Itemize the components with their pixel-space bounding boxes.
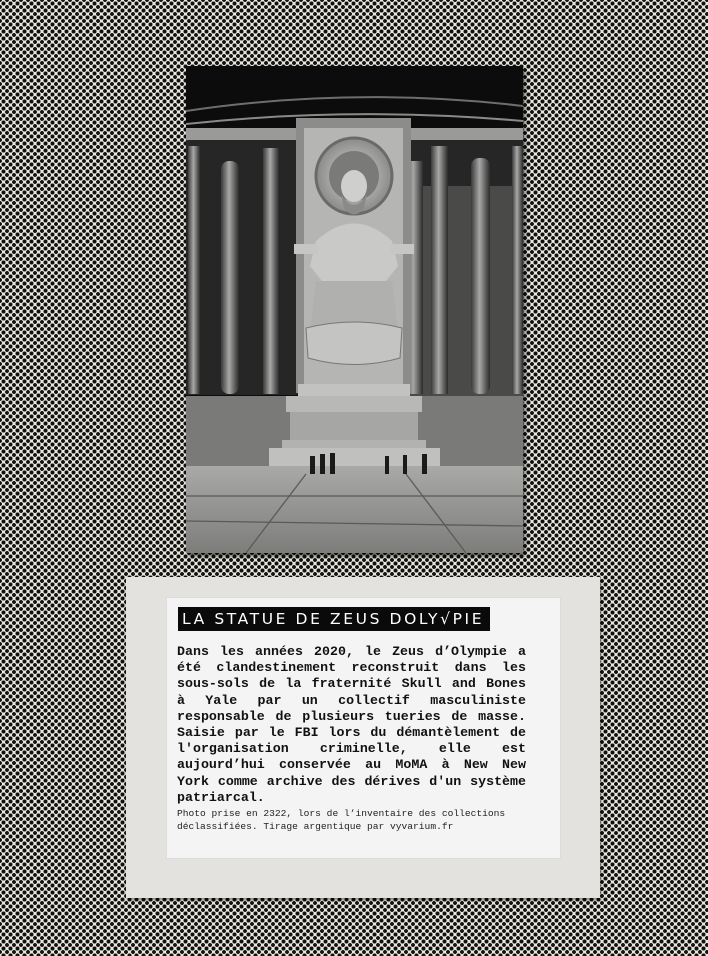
zeus-statue-photo: [186, 66, 523, 553]
caption-card: [126, 577, 600, 898]
caption-body: Dans les années 2020, le Zeus d’Olympie a été clandestinement reconstruit dans les sous-sols de la fraternité Skull and Bones à Yale par un collectif masculiniste responsable de plusieurs tueries de masse. Saisie par le FBI lors du démantèlement de l'organisation criminelle, elle est aujourd’hui conservée au MoMA à New New York comme archive des dérives d'un système patriarcal.: [177, 644, 526, 805]
photo-credit: Photo prise en 2322, lors de l’inventaire des collections déclassifiées. Tirage argentique par vyvarium.fr: [177, 808, 506, 832]
caption-label: [167, 598, 560, 858]
caption-title: LA STATUE DE ZEUS DOLY√PIE: [178, 607, 490, 631]
photo-illustration: [186, 66, 523, 553]
